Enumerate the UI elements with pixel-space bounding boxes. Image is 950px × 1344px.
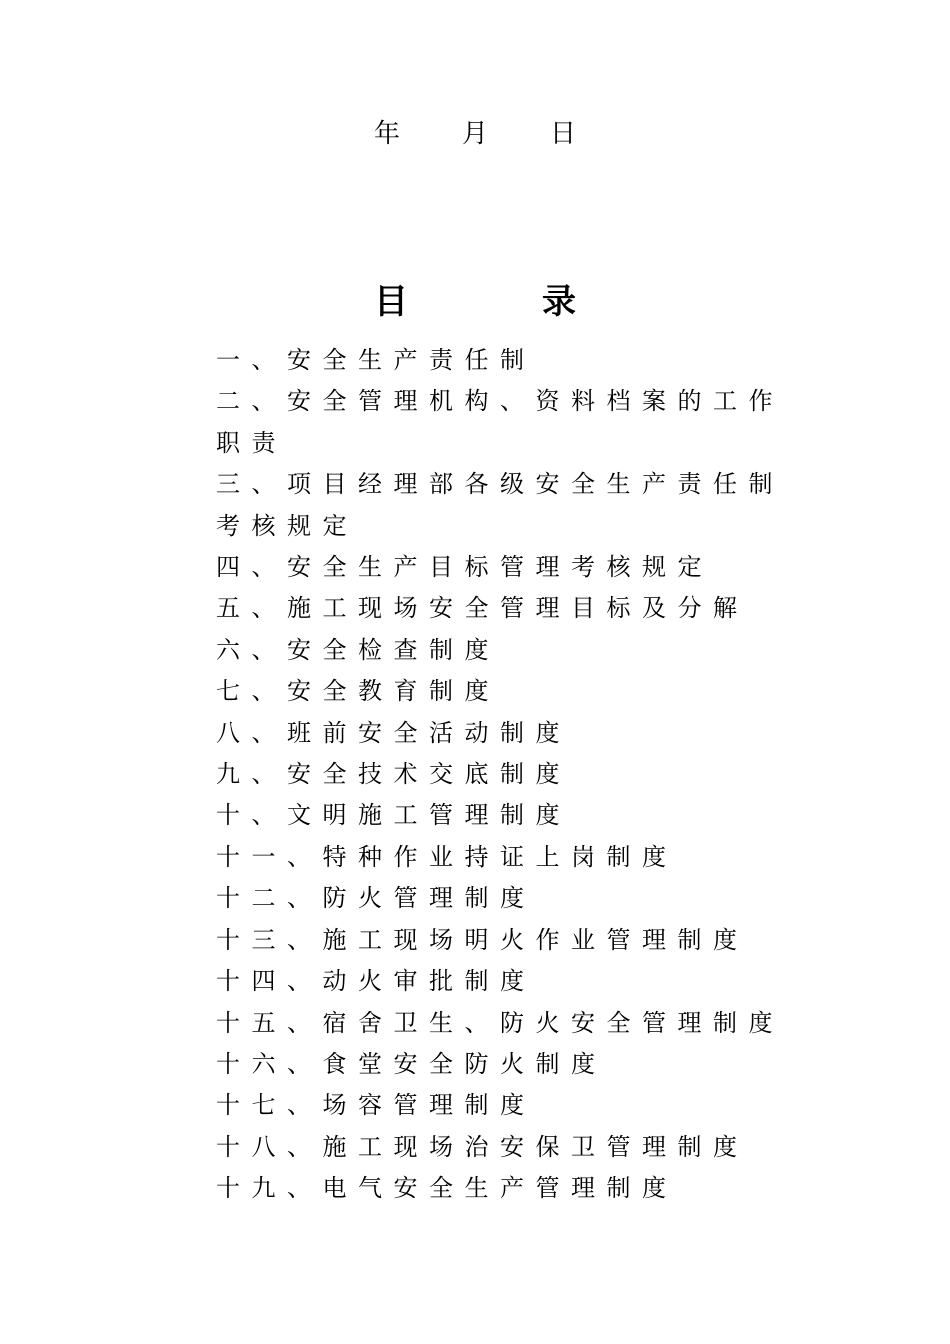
toc-item: 三、项目经理部各级安全生产责任制考核规定 (216, 470, 784, 540)
toc-list (216, 340, 800, 1210)
toc-item: 十九、电气安全生产管理制度 (216, 1174, 678, 1203)
toc-title-right: 录 (542, 282, 576, 322)
toc-item: 六、安全检查制度 (216, 635, 500, 664)
date-day-label: 日 (550, 119, 577, 149)
toc-item: 十六、食堂安全防火制度 (216, 1049, 607, 1078)
toc-item: 五、施工现场安全管理目标及分解 (216, 594, 749, 623)
toc-item: 十四、动火审批制度 (216, 967, 536, 996)
toc-item: 十八、施工现场治安保卫管理制度 (216, 1132, 749, 1161)
toc-title-left: 目 (374, 282, 408, 322)
toc-item: 四、安全生产目标管理考核规定 (216, 553, 713, 582)
toc-item: 二、安全管理机构、资料档案的工作职责 (216, 387, 784, 457)
toc-item: 一、安全生产责任制 (216, 346, 536, 374)
date-year-label: 年 (373, 119, 400, 149)
toc-item: 十七、场容管理制度 (216, 1091, 536, 1120)
toc-item: 十五、宿舍卫生、防火安全管理制度 (216, 1008, 784, 1037)
date-line (0, 112, 950, 156)
date-month-label: 月 (461, 119, 488, 149)
toc-item: 八、班前安全活动制度 (216, 718, 571, 747)
toc-item: 九、安全技术交底制度 (216, 760, 571, 789)
toc-item: 十一、特种作业持证上岗制度 (216, 842, 678, 871)
toc-title (0, 277, 950, 327)
toc-item: 七、安全教育制度 (216, 677, 500, 706)
toc-item: 十、文明施工管理制度 (216, 801, 571, 830)
toc-item: 十二、防火管理制度 (216, 884, 536, 913)
toc-item: 十三、施工现场明火作业管理制度 (216, 925, 749, 954)
